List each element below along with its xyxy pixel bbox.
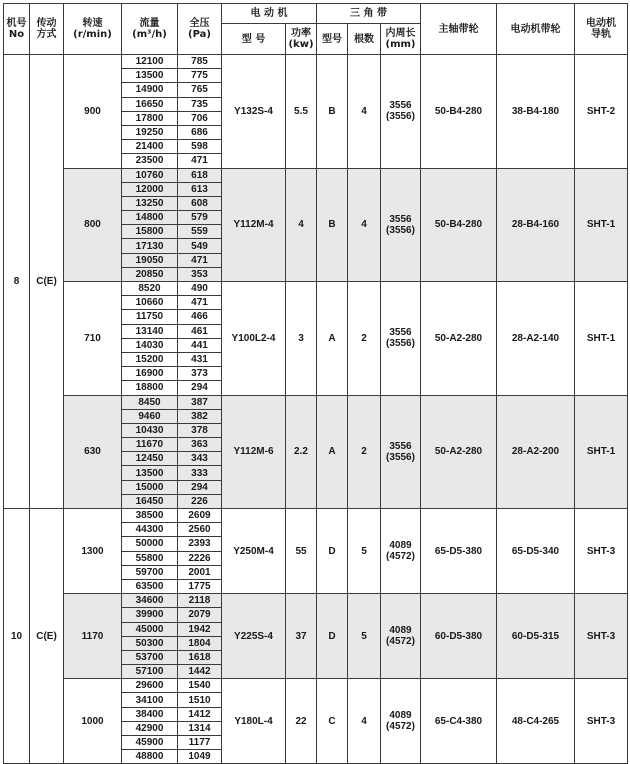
belt-length-value: 4089: [389, 710, 412, 722]
flow-value: 20850: [122, 267, 178, 281]
header-belt: 三 角 带: [317, 4, 421, 24]
flow-value: 45900: [122, 736, 178, 750]
flow-value: 12450: [122, 452, 178, 466]
motor-pulley: 28-A2-200: [497, 395, 575, 509]
pressure-value: 618: [178, 168, 222, 182]
speed: 800: [64, 168, 122, 282]
belt-length-alt-value: (3556): [386, 338, 415, 350]
pressure-value: 353: [178, 267, 222, 281]
belt-length-value: 3556: [389, 327, 412, 339]
pressure-value: 2001: [178, 565, 222, 579]
belt-model: A: [317, 395, 348, 509]
speed: 1300: [64, 509, 122, 594]
pressure-value: 382: [178, 409, 222, 423]
belt-length-value: 4089: [389, 625, 412, 637]
header-flow: 流量 (m³/h): [122, 4, 178, 55]
motor-model: Y180L-4: [222, 679, 286, 764]
header-machine-no: 机号 No: [4, 4, 30, 55]
pressure-value: 441: [178, 338, 222, 352]
header-drive: 传动 方式: [30, 4, 64, 55]
flow-value: 55800: [122, 551, 178, 565]
belt-length: [381, 679, 421, 764]
machine-no: 8: [4, 55, 30, 509]
belt-length-value: 3556: [389, 100, 412, 112]
pressure-value: 490: [178, 282, 222, 296]
speed: 1170: [64, 594, 122, 679]
pressure-value: 333: [178, 466, 222, 480]
header-motor-pulley: 电动机带轮: [497, 4, 575, 55]
header-motor-model: 型 号: [222, 24, 286, 55]
drive-type: C(E): [30, 55, 64, 509]
table-row: [4, 395, 628, 409]
pressure-value: 363: [178, 438, 222, 452]
flow-value: 34100: [122, 693, 178, 707]
flow-value: 11750: [122, 310, 178, 324]
flow-value: 34600: [122, 594, 178, 608]
motor-pulley: 28-B4-160: [497, 168, 575, 282]
pressure-value: 785: [178, 55, 222, 69]
pressure-value: 2226: [178, 551, 222, 565]
flow-value: 19050: [122, 253, 178, 267]
header-belt-length: 内周长 (mm): [381, 24, 421, 55]
motor-rail: SHT-3: [575, 594, 628, 679]
flow-value: 8520: [122, 282, 178, 296]
belt-count: 2: [348, 395, 381, 509]
belt-length: [381, 395, 421, 509]
flow-value: 50000: [122, 537, 178, 551]
drive-type: C(E): [30, 509, 64, 764]
pressure-value: 1804: [178, 636, 222, 650]
table-row: [4, 282, 628, 296]
pressure-value: 387: [178, 395, 222, 409]
belt-count: 4: [348, 55, 381, 169]
belt-length-value: 3556: [389, 440, 412, 452]
flow-value: 42900: [122, 721, 178, 735]
flow-value: 13140: [122, 324, 178, 338]
flow-value: 38500: [122, 509, 178, 523]
pressure-value: 2393: [178, 537, 222, 551]
flow-value: 10430: [122, 423, 178, 437]
table-row: [4, 679, 628, 693]
pressure-value: 343: [178, 452, 222, 466]
header-belt-model: 型号: [317, 24, 348, 55]
pressure-value: 598: [178, 140, 222, 154]
flow-value: 16650: [122, 97, 178, 111]
table-body: [4, 55, 628, 764]
belt-length: [381, 55, 421, 169]
main-pulley: 50-B4-280: [421, 55, 497, 169]
motor-model: Y100L2-4: [222, 282, 286, 396]
flow-value: 14030: [122, 338, 178, 352]
belt-length: [381, 509, 421, 594]
motor-power: 55: [286, 509, 317, 594]
belt-length-value: 4089: [389, 540, 412, 552]
pressure-value: 1942: [178, 622, 222, 636]
pressure-value: 735: [178, 97, 222, 111]
pressure-value: 2560: [178, 523, 222, 537]
flow-value: 16450: [122, 494, 178, 508]
header-rail: 电动机 导轨: [575, 4, 628, 55]
pressure-value: 1510: [178, 693, 222, 707]
belt-length: [381, 282, 421, 396]
pressure-value: 1049: [178, 750, 222, 764]
belt-length-alt-value: (3556): [386, 111, 415, 123]
motor-rail: SHT-3: [575, 679, 628, 764]
belt-length-alt-value: (4572): [386, 551, 415, 563]
pressure-value: 613: [178, 182, 222, 196]
table-row: [4, 594, 628, 608]
motor-rail: SHT-1: [575, 282, 628, 396]
motor-pulley: 60-D5-315: [497, 594, 575, 679]
motor-model: Y132S-4: [222, 55, 286, 169]
flow-value: 57100: [122, 665, 178, 679]
pressure-value: 378: [178, 423, 222, 437]
belt-length: [381, 594, 421, 679]
flow-value: 59700: [122, 565, 178, 579]
belt-model: B: [317, 168, 348, 282]
flow-value: 16900: [122, 367, 178, 381]
flow-value: 29600: [122, 679, 178, 693]
motor-model: Y250M-4: [222, 509, 286, 594]
belt-length-alt-value: (3556): [386, 451, 415, 463]
flow-value: 44300: [122, 523, 178, 537]
motor-pulley: 48-C4-265: [497, 679, 575, 764]
header-main-pulley: 主轴带轮: [421, 4, 497, 55]
motor-model: Y112M-6: [222, 395, 286, 509]
pressure-value: 471: [178, 154, 222, 168]
table-row: [4, 509, 628, 523]
flow-value: 19250: [122, 125, 178, 139]
pressure-value: 2079: [178, 608, 222, 622]
pressure-value: 559: [178, 225, 222, 239]
belt-model: A: [317, 282, 348, 396]
pressure-value: 608: [178, 196, 222, 210]
flow-value: 53700: [122, 650, 178, 664]
pressure-value: 549: [178, 239, 222, 253]
flow-value: 48800: [122, 750, 178, 764]
flow-value: 17130: [122, 239, 178, 253]
motor-pulley: 28-A2-140: [497, 282, 575, 396]
pressure-value: 579: [178, 211, 222, 225]
flow-value: 23500: [122, 154, 178, 168]
pressure-value: 1540: [178, 679, 222, 693]
pressure-value: 765: [178, 83, 222, 97]
pressure-value: 461: [178, 324, 222, 338]
belt-count: 5: [348, 594, 381, 679]
belt-length: [381, 168, 421, 282]
flow-value: 13250: [122, 196, 178, 210]
flow-value: 45000: [122, 622, 178, 636]
flow-value: 13500: [122, 466, 178, 480]
flow-value: 15000: [122, 480, 178, 494]
pressure-value: 226: [178, 494, 222, 508]
pressure-value: 431: [178, 352, 222, 366]
pressure-value: 2118: [178, 594, 222, 608]
flow-value: 10760: [122, 168, 178, 182]
flow-value: 50300: [122, 636, 178, 650]
pressure-value: 294: [178, 480, 222, 494]
table-row: [4, 55, 628, 69]
motor-power: 37: [286, 594, 317, 679]
header-speed: 转速 (r/min): [64, 4, 122, 55]
speed: 630: [64, 395, 122, 509]
motor-rail: SHT-3: [575, 509, 628, 594]
main-pulley: 60-D5-380: [421, 594, 497, 679]
belt-count: 4: [348, 679, 381, 764]
flow-value: 10660: [122, 296, 178, 310]
header-belt-count: 根数: [348, 24, 381, 55]
belt-count: 4: [348, 168, 381, 282]
fan-spec-table: [3, 3, 628, 764]
flow-value: 14900: [122, 83, 178, 97]
main-pulley: 50-A2-280: [421, 282, 497, 396]
pressure-value: 294: [178, 381, 222, 395]
main-pulley: 65-D5-380: [421, 509, 497, 594]
flow-value: 63500: [122, 579, 178, 593]
motor-pulley: 38-B4-180: [497, 55, 575, 169]
motor-power: 3: [286, 282, 317, 396]
speed: 900: [64, 55, 122, 169]
pressure-value: 471: [178, 296, 222, 310]
flow-value: 15800: [122, 225, 178, 239]
header-pressure: 全压 (Pa): [178, 4, 222, 55]
flow-value: 12000: [122, 182, 178, 196]
main-pulley: 50-A2-280: [421, 395, 497, 509]
motor-model: Y225S-4: [222, 594, 286, 679]
flow-value: 38400: [122, 707, 178, 721]
machine-no: 10: [4, 509, 30, 764]
speed: 710: [64, 282, 122, 396]
belt-count: 2: [348, 282, 381, 396]
pressure-value: 1177: [178, 736, 222, 750]
belt-length-alt-value: (3556): [386, 224, 415, 236]
motor-power: 5.5: [286, 55, 317, 169]
header-motor: 电 动 机: [222, 4, 317, 24]
header-motor-power: 功率 (kw): [286, 24, 317, 55]
motor-pulley: 65-D5-340: [497, 509, 575, 594]
flow-value: 14800: [122, 211, 178, 225]
flow-value: 12100: [122, 55, 178, 69]
flow-value: 21400: [122, 140, 178, 154]
flow-value: 11670: [122, 438, 178, 452]
pressure-value: 706: [178, 111, 222, 125]
motor-rail: SHT-2: [575, 55, 628, 169]
motor-rail: SHT-1: [575, 395, 628, 509]
speed: 1000: [64, 679, 122, 764]
flow-value: 18800: [122, 381, 178, 395]
main-pulley: 65-C4-380: [421, 679, 497, 764]
pressure-value: 686: [178, 125, 222, 139]
pressure-value: 1775: [178, 579, 222, 593]
motor-power: 22: [286, 679, 317, 764]
pressure-value: 466: [178, 310, 222, 324]
belt-model: D: [317, 509, 348, 594]
pressure-value: 1618: [178, 650, 222, 664]
flow-value: 39900: [122, 608, 178, 622]
motor-rail: SHT-1: [575, 168, 628, 282]
pressure-value: 373: [178, 367, 222, 381]
motor-model: Y112M-4: [222, 168, 286, 282]
belt-model: B: [317, 55, 348, 169]
belt-length-value: 3556: [389, 213, 412, 225]
flow-value: 13500: [122, 69, 178, 83]
pressure-value: 2609: [178, 509, 222, 523]
belt-length-alt-value: (4572): [386, 721, 415, 733]
pressure-value: 1314: [178, 721, 222, 735]
belt-count: 5: [348, 509, 381, 594]
flow-value: 15200: [122, 352, 178, 366]
motor-power: 4: [286, 168, 317, 282]
belt-length-alt-value: (4572): [386, 636, 415, 648]
belt-model: C: [317, 679, 348, 764]
motor-power: 2.2: [286, 395, 317, 509]
pressure-value: 471: [178, 253, 222, 267]
flow-value: 8450: [122, 395, 178, 409]
pressure-value: 1412: [178, 707, 222, 721]
belt-model: D: [317, 594, 348, 679]
main-pulley: 50-B4-280: [421, 168, 497, 282]
pressure-value: 1442: [178, 665, 222, 679]
pressure-value: 775: [178, 69, 222, 83]
flow-value: 17800: [122, 111, 178, 125]
table-row: [4, 168, 628, 182]
flow-value: 9460: [122, 409, 178, 423]
